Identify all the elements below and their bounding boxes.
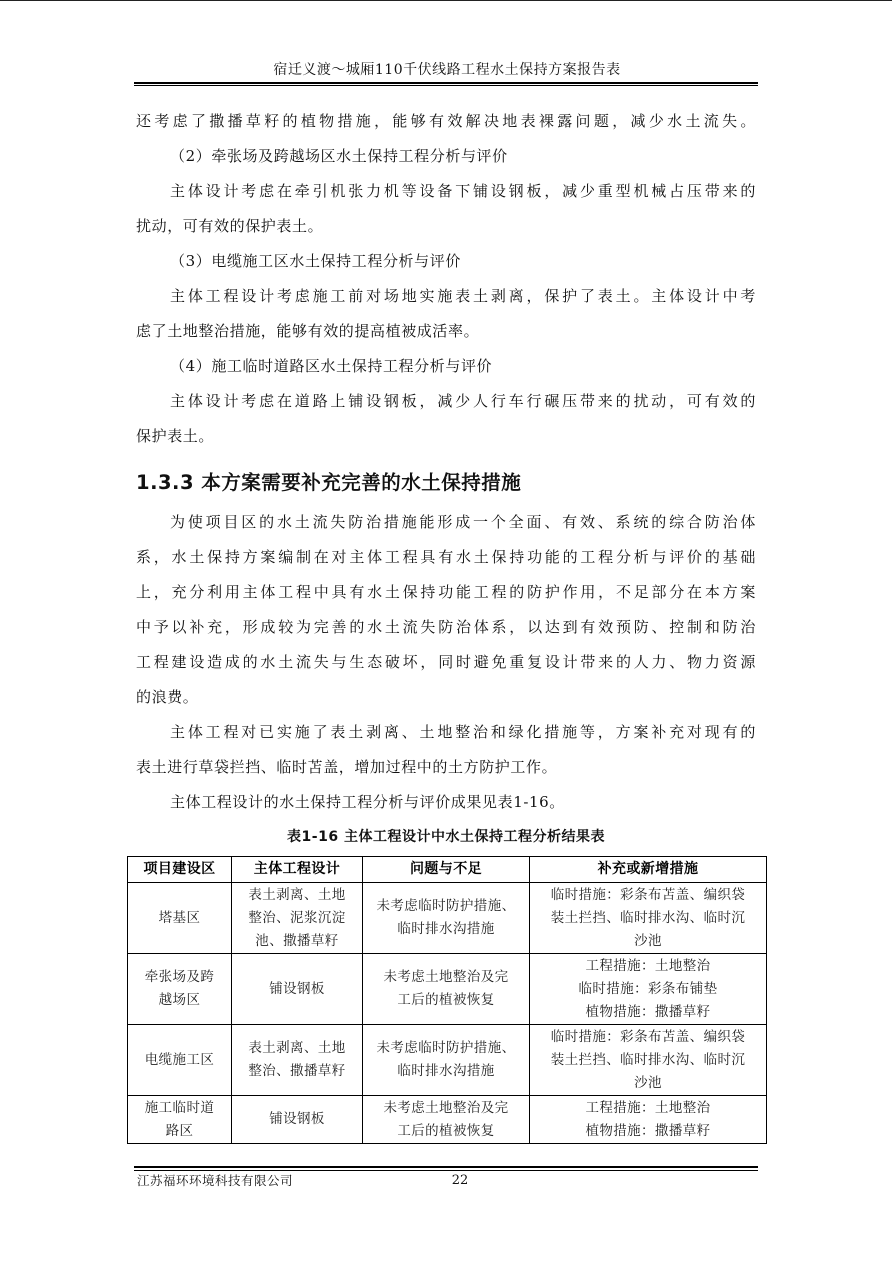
column-header: 项目建设区 <box>128 857 232 883</box>
paragraph-line: 保护表土。 <box>136 427 215 445</box>
design-cell: 表土剥离、土地 整治、撒播草籽 <box>232 1025 363 1096</box>
paragraph-line: 主体设计考虑在牵引机张力机等设备下铺设钢板，减少重型机械占压带来的 <box>170 182 756 200</box>
measures-cell: 工程措施：土地整治 植物措施：撒播草籽 <box>530 1096 767 1144</box>
area-cell: 电缆施工区 <box>128 1025 232 1096</box>
subsection-title: （3）电缆施工区水土保持工程分析与评价 <box>170 252 461 270</box>
area-cell: 塔基区 <box>128 883 232 954</box>
paragraph-line: 还考虑了撒播草籽的植物措施，能够有效解决地表裸露问题，减少水土流失。 <box>136 112 756 130</box>
section-paragraphs <box>136 505 756 820</box>
paragraph-line: 为使项目区的水土流失防治措施能形成一个全面、有效、系统的综合防治体 <box>170 513 756 531</box>
area-cell: 牵张场及跨 越场区 <box>128 954 232 1025</box>
table-row <box>128 954 767 1025</box>
design-cell: 表土剥离、土地 整治、泥浆沉淀 池、撒播草籽 <box>232 883 363 954</box>
paragraph-line: 主体工程设计考虑施工前对场地实施表土剥离，保护了表土。主体设计中考 <box>170 287 756 305</box>
footer-rule <box>134 1166 758 1168</box>
page-header-title: 宿迁义渡～城厢110千伏线路工程水土保持方案报告表 <box>273 62 621 78</box>
paragraph-line: 主体设计考虑在道路上铺设钢板，减少人行车行碾压带来的扰动，可有效的 <box>170 392 756 410</box>
intro-paragraphs <box>136 104 756 454</box>
page-top-border <box>0 0 892 1</box>
measures-cell: 临时措施：彩条布苫盖、编织袋 装土拦挡、临时排水沟、临时沉 沙池 <box>530 883 767 954</box>
paragraph-line: 中予以补充，形成较为完善的水土流失防治体系，以达到有效预防、控制和防治 <box>136 618 756 636</box>
table-row <box>128 1096 767 1144</box>
table-row <box>128 883 767 954</box>
table-header-row <box>128 857 767 883</box>
issue-cell: 未考虑土地整治及完 工后的植被恢复 <box>363 1096 530 1144</box>
column-header: 补充或新增措施 <box>530 857 767 883</box>
header-rule <box>134 82 758 84</box>
issue-cell: 未考虑临时防护措施、 临时排水沟措施 <box>363 1025 530 1096</box>
table-caption: 表1-16 主体工程设计中水土保持工程分析结果表 <box>287 829 605 845</box>
area-cell: 施工临时道 路区 <box>128 1096 232 1144</box>
paragraph-line: 工程建设造成的水土流失与生态破坏，同时避免重复设计带来的人力、物力资源 <box>136 653 756 671</box>
paragraph-line: 的浪费。 <box>136 688 199 706</box>
issue-cell: 未考虑临时防护措施、 临时排水沟措施 <box>363 883 530 954</box>
measures-cell: 临时措施：彩条布苫盖、编织袋 装土拦挡、临时排水沟、临时沉 沙池 <box>530 1025 767 1096</box>
footer-company-name: 江苏福环环境科技有限公司 <box>137 1173 294 1188</box>
subsection-title: （2）牵张场及跨越场区水土保持工程分析与评价 <box>170 147 508 165</box>
paragraph-line: 系，水土保持方案编制在对主体工程具有水土保持功能的工程分析与评价的基础 <box>136 548 756 566</box>
column-header: 主体工程设计 <box>232 857 363 883</box>
table-row <box>128 1025 767 1096</box>
measures-cell: 工程措施：土地整治 临时措施：彩条布铺垫 植物措施：撒播草籽 <box>530 954 767 1025</box>
footer-rule-thin <box>134 1170 758 1171</box>
design-cell: 铺设钢板 <box>232 1096 363 1144</box>
subsection-title: （4）施工临时道路区水土保持工程分析与评价 <box>170 357 493 375</box>
design-cell: 铺设钢板 <box>232 954 363 1025</box>
paragraph-line: 表土进行草袋拦挡、临时苫盖，增加过程中的土方防护工作。 <box>136 758 558 776</box>
paragraph-line: 主体工程对已实施了表土剥离、土地整治和绿化措施等，方案补充对现有的 <box>170 723 756 741</box>
paragraph-line: 上，充分利用主体工程中具有水土保持功能工程的防护作用，不足部分在本方案 <box>136 583 756 601</box>
analysis-table <box>127 856 767 1144</box>
column-header: 问题与不足 <box>363 857 530 883</box>
paragraph-line: 主体工程设计的水土保持工程分析与评价成果见表1-16。 <box>170 793 565 811</box>
section-heading: 1.3.3 本方案需要补充完善的水土保持措施 <box>136 471 522 494</box>
page-number: 22 <box>451 1173 469 1188</box>
issue-cell: 未考虑土地整治及完 工后的植被恢复 <box>363 954 530 1025</box>
paragraph-line: 虑了土地整治措施，能够有效的提高植被成活率。 <box>136 322 480 340</box>
paragraph-line: 扰动，可有效的保护表土。 <box>136 217 324 235</box>
header-rule-thin <box>134 85 758 86</box>
